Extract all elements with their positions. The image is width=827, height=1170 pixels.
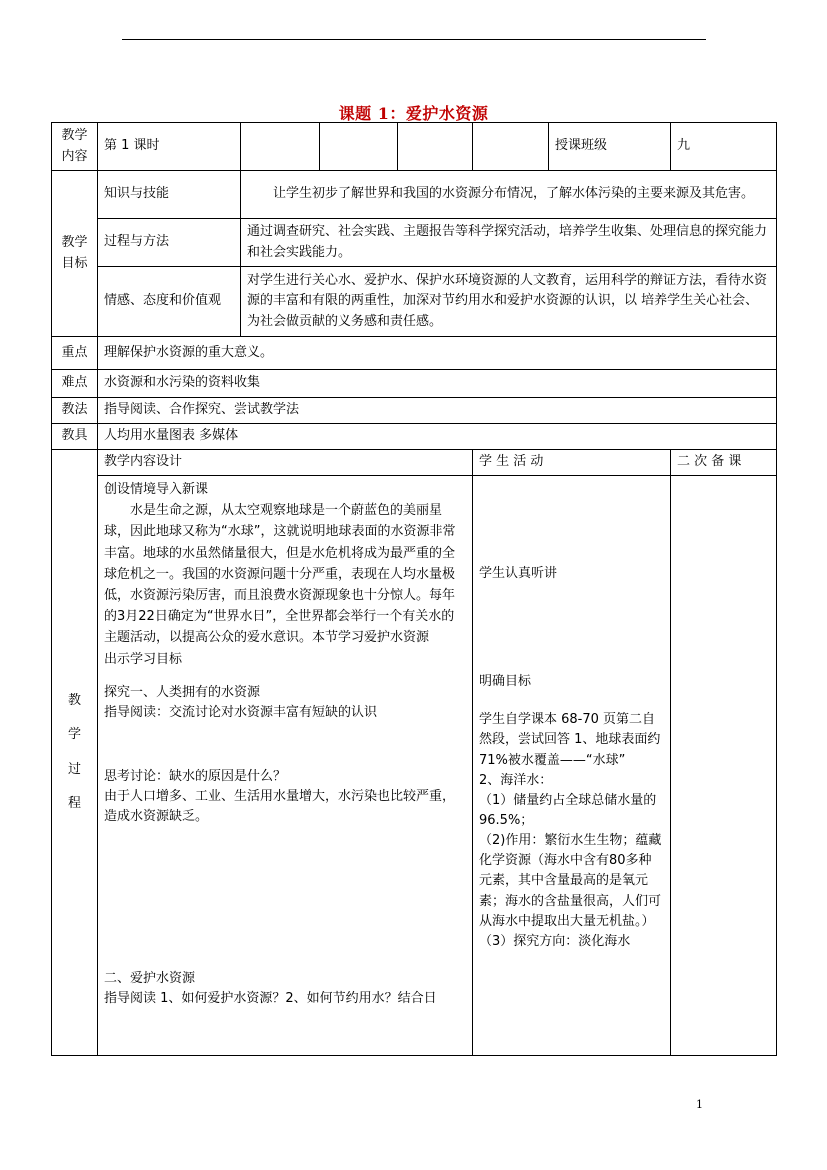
activity-cell: [473, 476, 671, 1056]
think-question: 思考讨论：缺水的原因是什么？: [104, 768, 287, 784]
think-answer: 由于人口增多、工业、生活用水量增大，水污染也比较严重，造成水资源缺乏。: [104, 789, 456, 825]
activity-ocean-2: （2)作用：繁衍水生生物；蕴藏化学资源（海水中含有80多种元素，其中含量最高的是氧元素；海水的含盐量很高，人们可从海水中提取出大量无机盐。）: [479, 833, 662, 929]
process-label-char: 教: [67, 693, 81, 709]
guide-two: 指导阅读 1、如何爱护水资源？2、如何节约用水？结合日: [104, 991, 437, 1007]
explore-one: 探究一、人类拥有的水资源: [104, 684, 261, 700]
process-body-row: [52, 476, 777, 1056]
activity-ocean: 2、海洋水：: [479, 772, 553, 788]
show-goals: 出示学习目标: [104, 652, 183, 668]
activity-header: 学 生 活 动: [473, 450, 671, 476]
goal-row: [52, 171, 777, 219]
page-number: 1: [696, 1098, 703, 1111]
class-label: 授课班级: [549, 123, 671, 171]
intro-heading: 创设情境导入新课: [104, 482, 209, 497]
difficulty-label: 难点: [52, 370, 98, 398]
design-header: 教学内容设计: [98, 450, 473, 476]
tools-label: 教具: [52, 424, 98, 450]
method-label: 教法: [52, 398, 98, 424]
activity-ocean-1: （1）储量约占全球总储水量的 96.5%；: [479, 792, 657, 828]
goal-row: [52, 219, 777, 267]
tools-text: 人均用水量图表 多媒体: [98, 424, 777, 450]
lesson-title: 课题 1：爱护水资源: [338, 104, 489, 123]
method-text: 指导阅读、合作探究、尝试教学法: [98, 398, 777, 424]
method-row: [52, 398, 777, 424]
process-label: [52, 450, 98, 1056]
content-row: [52, 123, 777, 171]
period-cell: 第 1 课时: [98, 123, 241, 171]
goals-label: [52, 171, 98, 337]
activity-clear-goals: 明确目标: [479, 674, 532, 690]
class-value: 九: [671, 123, 777, 171]
goal-text: 让学生初步了解世界和我国的水资源分布情况，了解水体污染的主要来源及其危害。: [241, 171, 777, 219]
process-label-char: 程: [67, 795, 81, 811]
lesson-plan-table: [51, 122, 777, 1056]
notes-header: 二 次 备 课: [671, 450, 777, 476]
key-point-text: 理解保护水资源的重大意义。: [98, 337, 777, 370]
key-point-row: [52, 337, 777, 370]
empty-cell: [241, 123, 320, 171]
tools-row: [52, 424, 777, 450]
activity-listen: 学生认真听讲: [479, 566, 558, 581]
goals-label-text: 教学目标: [61, 235, 88, 271]
design-cell: [98, 476, 473, 1056]
process-header-row: [52, 450, 777, 476]
empty-cell: [473, 123, 549, 171]
empty-cell: [320, 123, 398, 171]
goal-name: 过程与方法: [98, 219, 241, 267]
activity-self-study: 学生自学课本 68-70 页第二自然段，尝试回答 1、地球表面约 71%被水覆盖——“水球”: [479, 712, 661, 768]
goal-text: 对学生进行关心水、爱护水、保护水环境资源的人文教育，运用科学的辩证方法，看待水资源的丰富和有限的两重性，加深对节约用水和爱护水资源的认识，以 培养学生关心社会、为社会做贡献的义务感和责任感。: [241, 267, 777, 337]
guide-one: 指导阅读：交流讨论对水资源丰富有短缺的认识: [104, 704, 378, 720]
goal-name: 知识与技能: [98, 171, 241, 219]
content-label: 教学内容: [52, 123, 98, 171]
goal-text: 通过调查研究、社会实践、主题报告等科学探究活动，培养学生收集、处理信息的探究能力和社会实践能力。: [241, 219, 777, 267]
header-rule: [122, 39, 706, 40]
notes-cell: [671, 476, 777, 1056]
intro-text: 水是生命之源，从太空观察地球是一个蔚蓝色的美丽星球，因此地球又称为“水球”，这就说明地球表面的水资源非常丰富。地球的水虽然储量很大，但是水危机将成为最严重的全球危机之一。我国的水资源问题十分严重，表现在人均水量极低，水资源污染厉害，而且浪费水资源现象也十分惊人。每年的3月22日确定为“世界水日”，全世界都会举行一个有关水的主题活动，以提高公众的爱水意识。本节学习爱护水资源: [104, 503, 456, 646]
goal-row: [52, 267, 777, 337]
key-point-label: 重点: [52, 337, 98, 370]
activity-ocean-3: （3）探究方向：淡化海水: [479, 933, 631, 949]
goal-name: 情感、态度和价值观: [98, 267, 241, 337]
process-label-char: 学: [67, 727, 81, 743]
difficulty-text: 水资源和水污染的资料收集: [98, 370, 777, 398]
process-label-char: 过: [67, 761, 81, 777]
section-two: 二、爱护水资源: [104, 971, 196, 987]
difficulty-row: [52, 370, 777, 398]
empty-cell: [398, 123, 473, 171]
